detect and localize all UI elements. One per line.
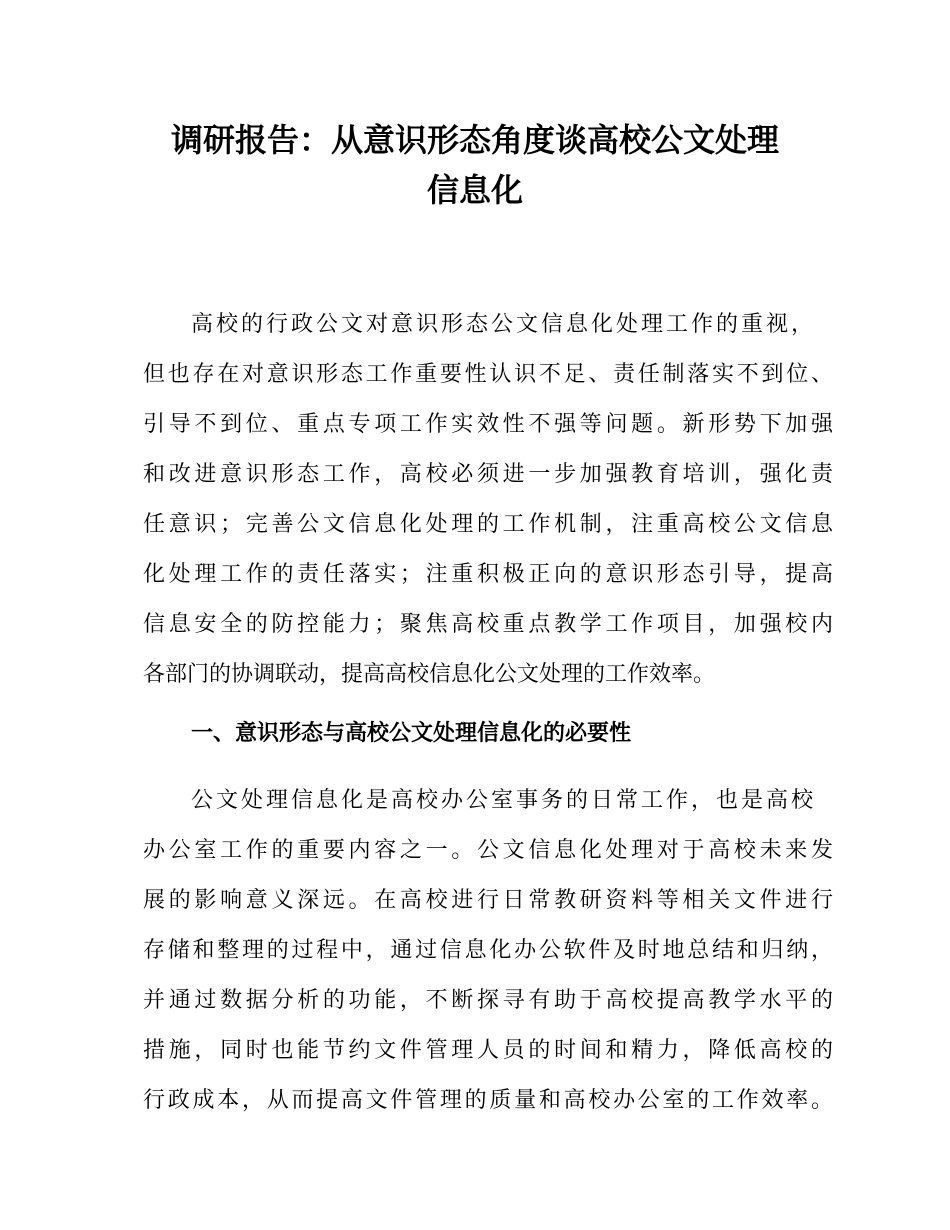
paragraph-line: 任意识；完善公文信息化处理的工作机制，注重高校公文信息 [143,512,833,537]
paragraph-line: 措施，同时也能节约文件管理人员的时间和精力，降低高校的 [143,1038,833,1063]
paragraph-line: 行政成本，从而提高文件管理的质量和高校办公室的工作效率。 [143,1088,833,1113]
paragraph-line: 展的影响意义深远。在高校进行日常教研资料等相关文件进行 [143,888,833,913]
paragraph-line: 各部门的协调联动，提高高校信息化公文处理的工作效率。 [143,662,716,687]
paragraph-line: 化处理工作的责任落实；注重积极正向的意识形态引导，提高 [143,562,833,587]
paragraph-line: 和改进意识形态工作，高校必须进一步加强教育培训，强化责 [143,462,833,487]
paragraph-line: 办公室工作的重要内容之一。公文信息化处理对于高校未来发 [143,838,833,863]
paragraph-line: 但也存在对意识形态工作重要性认识不足、责任制落实不到位、 [143,362,833,387]
document-title-line-1: 调研报告：从意识形态角度谈高校公文处理 [170,121,779,159]
paragraph-line: 公文处理信息化是高校办公室事务的日常工作，也是高校 [191,788,813,813]
document-title-line-2: 信息化 [426,171,523,209]
paragraph-line: 高校的行政公文对意识形态公文信息化处理工作的重视， [191,312,813,337]
paragraph-line: 引导不到位、重点专项工作实效性不强等问题。新形势下加强 [143,412,833,437]
paragraph-line: 信息安全的防控能力；聚焦高校重点教学工作项目，加强校内 [143,612,833,637]
paragraph-line: 存储和整理的过程中，通过信息化办公软件及时地总结和归纳， [143,938,833,963]
section-heading: 一、意识形态与高校公文处理信息化的必要性 [191,721,632,746]
paragraph-line: 并通过数据分析的功能，不断探寻有助于高校提高教学水平的 [143,988,833,1013]
